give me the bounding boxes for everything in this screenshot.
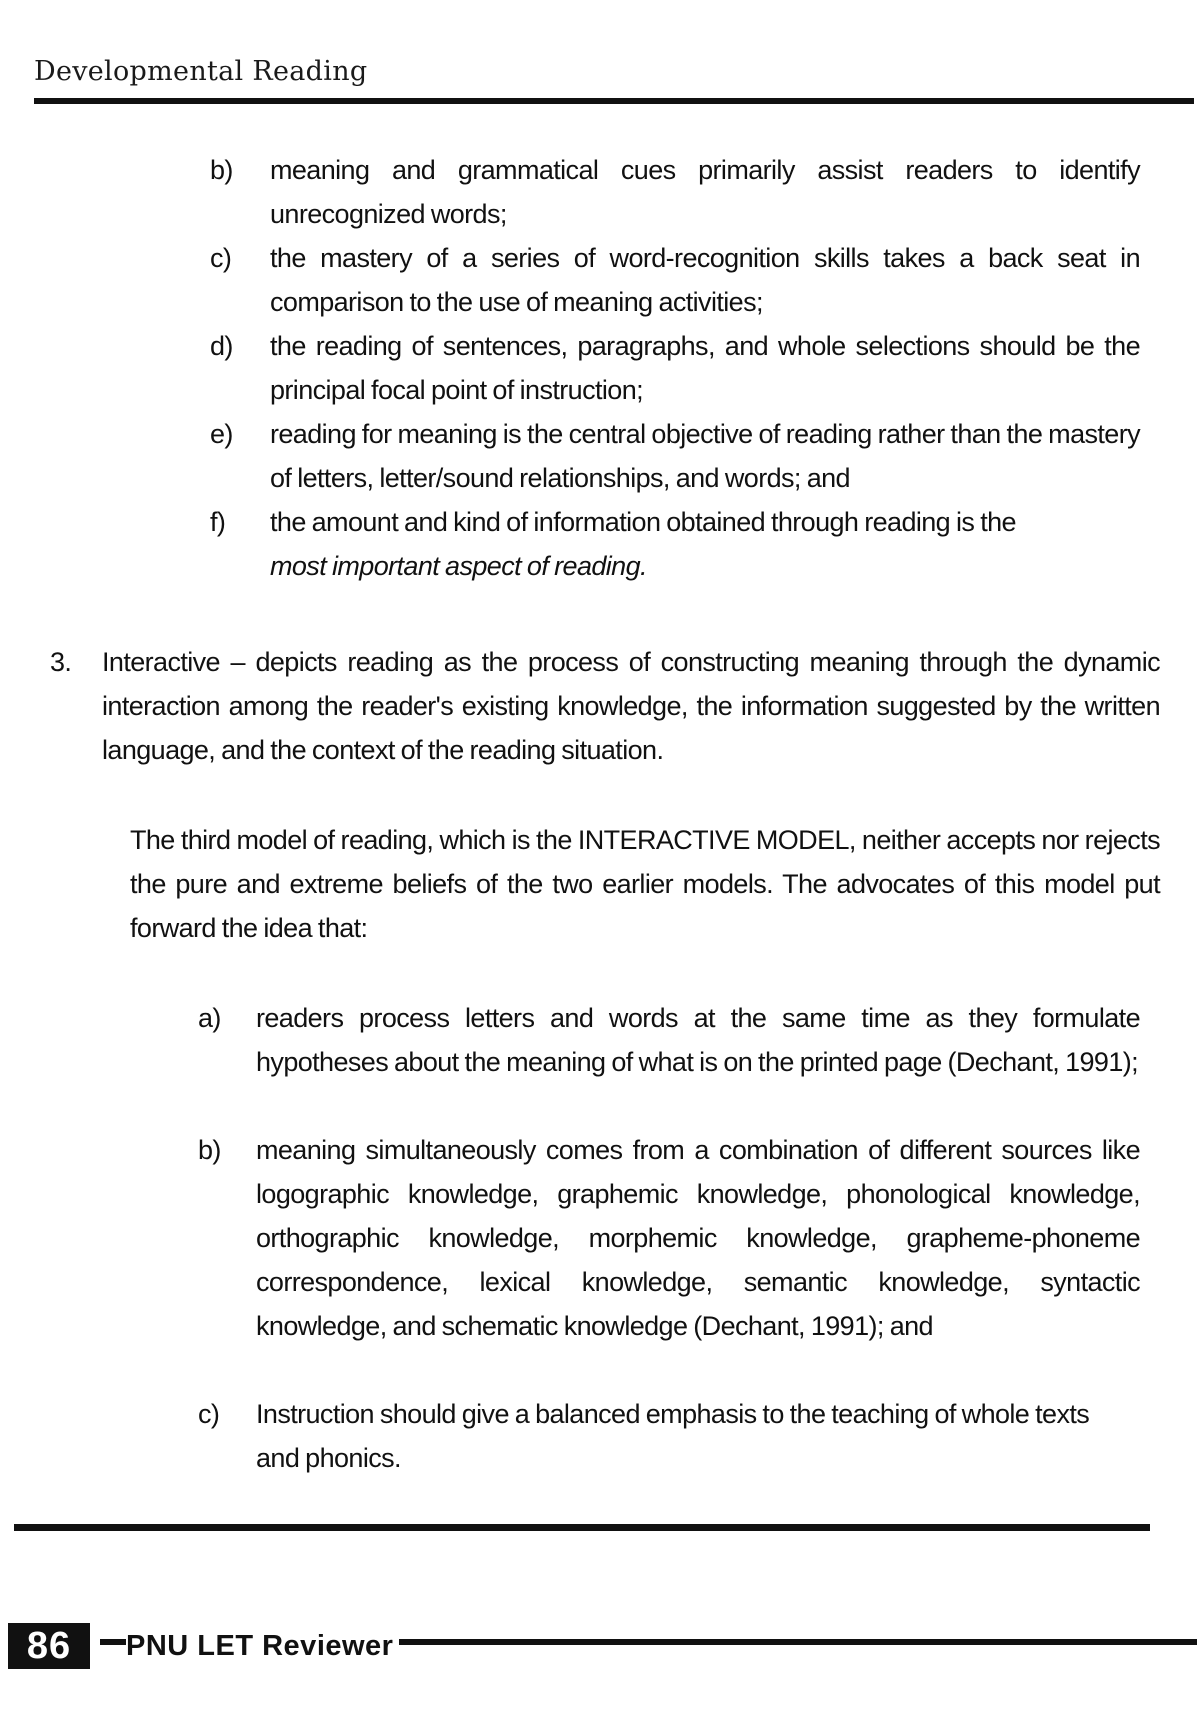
- list-item-text: readers process letters and words at the same time as they formulate hypotheses about the meaning of what is on the printed page (Dechant, 1991);: [256, 1003, 1140, 1077]
- list-item: [198, 1128, 1140, 1392]
- list-item-text: reading for meaning is the central objective of reading rather than the mastery of letters, letter/sound relationships, and words; and: [270, 419, 1140, 493]
- list-item-text: Instruction should give a balanced emphasis to the teaching of whole texts and phonics.: [256, 1399, 1090, 1473]
- list-item: [210, 412, 1140, 500]
- list-marker: b): [198, 1135, 221, 1165]
- section-text: Interactive – depicts reading as the process of constructing meaning through the dynamic interaction among the reader's existing knowledge, the information suggested by the written language, and the context of the reading situation.: [102, 647, 1160, 765]
- list-item: [210, 236, 1140, 324]
- list-item: [198, 996, 1140, 1128]
- content-end-rule: [14, 1524, 1150, 1531]
- list-item-text: the reading of sentences, paragraphs, and whole selections should be the principal focal point of instruction;: [270, 331, 1140, 405]
- footer-title: PNU LET Reviewer: [126, 1630, 399, 1663]
- list-item: [210, 148, 1140, 236]
- list-item: [198, 1392, 1140, 1480]
- list-item-text: meaning simultaneously comes from a combination of different sources like logographic knowledge, graphemic knowledge, phonological knowledge, orthographic knowledge, morphemic knowledge, grapheme-phoneme correspondence, lexical knowledge, semantic knowledge, syntactic knowledge, and schematic knowledge (Dechant, 1991); and: [256, 1135, 1140, 1341]
- list-marker: c): [198, 1399, 220, 1429]
- list-item-text: [270, 500, 1140, 588]
- list-item-text-line: the amount and kind of information obtained through reading is the: [270, 507, 1016, 537]
- list-marker: e): [210, 419, 233, 449]
- list-marker: a): [198, 1003, 221, 1033]
- list-item: [210, 324, 1140, 412]
- section-number: 3.: [50, 647, 72, 677]
- page-number: 86: [8, 1623, 90, 1669]
- list-marker: b): [210, 155, 233, 185]
- list-item-text: the mastery of a series of word-recognition skills takes a back seat in comparison to the use of meaning activities;: [270, 243, 1140, 317]
- list-marker: f): [210, 507, 226, 537]
- list-item-text: meaning and grammatical cues primarily assist readers to identify unrecognized words;: [270, 155, 1140, 229]
- list-marker: d): [210, 331, 233, 361]
- numbered-item: [50, 640, 1160, 772]
- header-rule: [34, 98, 1194, 104]
- list-marker: c): [210, 243, 232, 273]
- body-paragraph: The third model of reading, which is the INTERACTIVE MODEL, neither accepts nor rejects the pure and extreme beliefs of the two earlier models. The advocates of this model put forward the idea that:: [130, 825, 1160, 943]
- list-item: [210, 500, 1140, 588]
- list-item-text-line-emphasis: most important aspect of reading.: [270, 551, 647, 581]
- running-header: Developmental Reading: [34, 56, 368, 87]
